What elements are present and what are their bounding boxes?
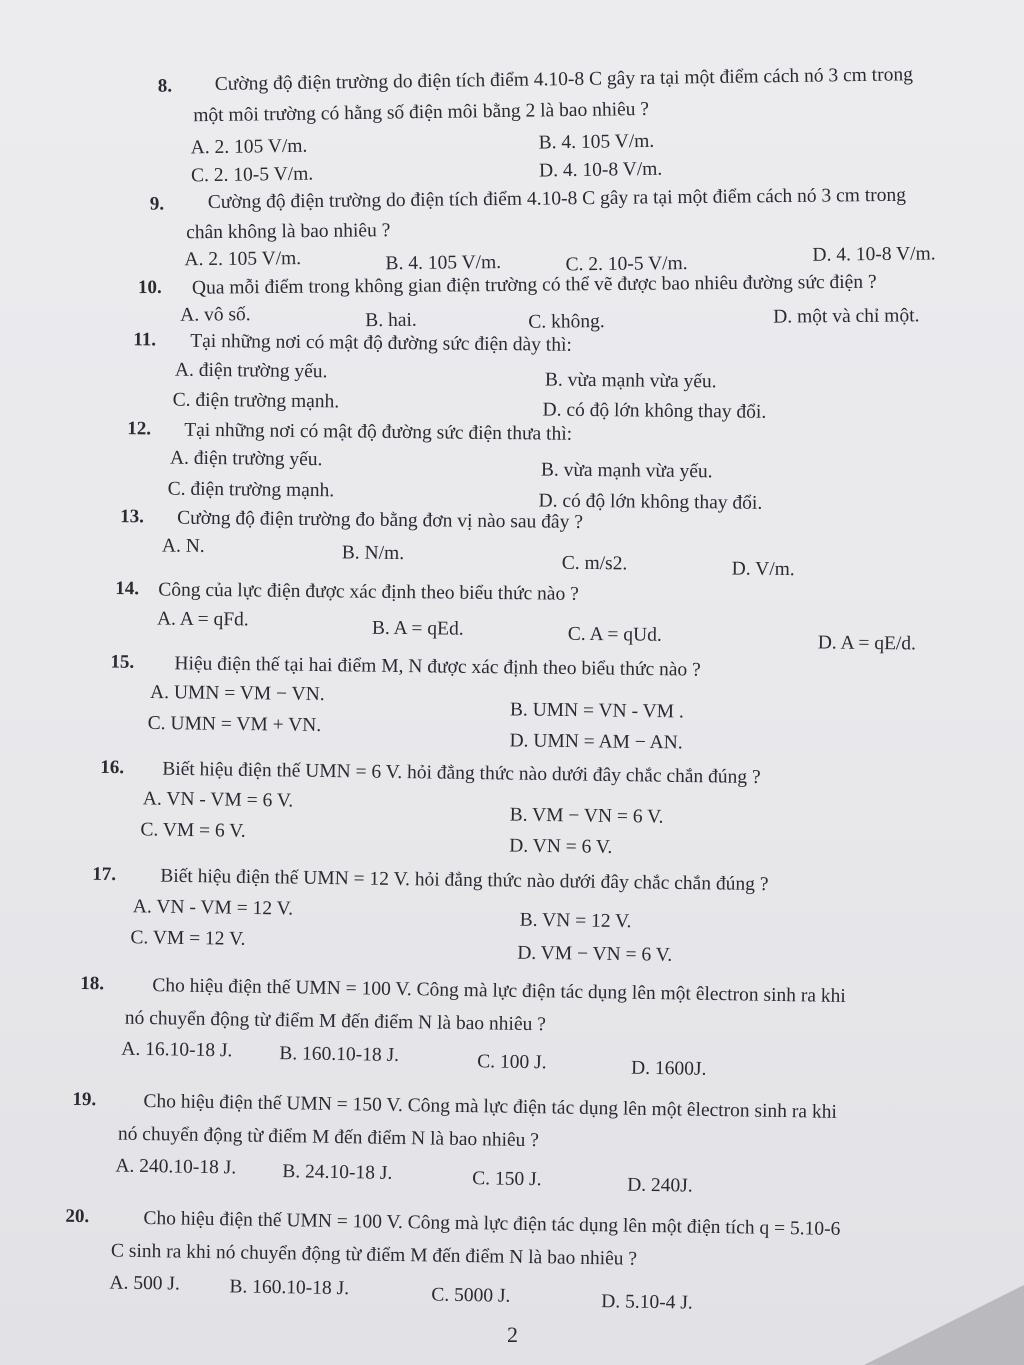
option-d: D. 4. 10-8 V/m. [538, 158, 663, 182]
question-stem-line1: Tại những nơi có mật độ đường sức điện thưa thì: [184, 419, 573, 445]
question-number: 15. [110, 651, 135, 673]
option-b: B. hai. [365, 309, 417, 332]
question-number: 16. [100, 756, 125, 779]
option-d: D. một và chỉ một. [773, 305, 920, 328]
question-number: 20. [65, 1205, 90, 1228]
question-stem-line1: Cho hiệu điện thế UMN = 150 V. Công mà lực điện tác dụng lên một êlectron sinh ra khi [143, 1090, 837, 1123]
option-d: D. có độ lớn không thay đổi. [542, 399, 767, 423]
option-c: C. 150 J. [472, 1168, 542, 1191]
option-a: A. VN - VM = 6 V. [142, 788, 294, 812]
option-a: A. 500 J. [109, 1272, 181, 1295]
option-c: C. 100 J. [477, 1051, 547, 1074]
option-b: B. 160.10-18 J. [229, 1276, 350, 1300]
question-stem-line2: nó chuyển động từ điểm M đến điểm N là bao nhiêu ? [117, 1123, 540, 1152]
question-stem-line2: nó chuyển động từ điểm M đến điểm N là bao nhiêu ? [124, 1007, 547, 1036]
question-number: 19. [72, 1088, 97, 1111]
option-c: C. không. [528, 311, 605, 333]
page-number: 2 [507, 1322, 518, 1347]
option-d: D. V/m. [731, 558, 795, 581]
option-b: B. VN = 12 V. [519, 909, 632, 933]
page-fold-shadow [864, 1285, 1024, 1365]
question-number: 8. [157, 75, 173, 97]
question-number: 9. [149, 193, 165, 215]
question-stem-line2: một môi trường có hằng số điện môi bằng 2 là bao nhiêu ? [193, 98, 650, 127]
question-stem-line1: Biết hiệu điện thế UMN = 12 V. hỏi đẳng thức nào dưới đây chắc chắn đúng ? [160, 865, 769, 896]
question-8 [0, 0, 1023, 187]
option-d: D. VN = 6 V. [509, 835, 613, 858]
option-b: B. UMN = VN - VM . [509, 699, 684, 723]
question-number: 14. [115, 578, 140, 600]
question-stem-line1: Biết hiệu điện thế UMN = 6 V. hỏi đẳng thức nào dưới đây chắc chắn đúng ? [162, 758, 761, 789]
option-a: A. điện trường yếu. [174, 359, 328, 383]
option-d: D. có độ lớn không thay đổi. [538, 490, 763, 514]
option-d: D. 4. 10-8 V/m. [812, 243, 936, 266]
option-b: B. 4. 105 V/m. [385, 251, 502, 275]
option-a: A. UMN = VM − VN. [149, 681, 325, 706]
question-stem-line1: Cường độ điện trường do điện tích điểm 4.10-8 C gây ra tại một điểm cách nó 3 cm trong [207, 184, 907, 214]
option-c: C. UMN = VM + VN. [147, 712, 322, 737]
question-stem-line2: chân không là bao nhiêu ? [186, 220, 391, 244]
option-b: B. 4. 105 V/m. [538, 130, 655, 154]
option-c: C. VM = 6 V. [140, 819, 246, 842]
question-stem-line2: C sinh ra khi nó chuyển động từ điểm M đến điểm N là bao nhiêu ? [110, 1240, 638, 1270]
question-stem-line1: Hiệu điện thế tại hai điểm M, N được xác định theo biểu thức nào ? [174, 653, 701, 681]
option-c: C. điện trường mạnh. [172, 389, 340, 413]
option-b: B. A = qEd. [371, 617, 464, 640]
option-b: B. vừa mạnh vừa yếu. [544, 369, 717, 393]
option-d: D. A = qE/d. [817, 632, 917, 655]
option-a: A. N. [161, 535, 205, 557]
question-stem-line1: Công của lực điện được xác định theo biểu thức nào ? [158, 579, 579, 605]
option-d: D. 5.10-4 J. [601, 1291, 693, 1314]
option-a: A. VN - VM = 12 V. [132, 896, 294, 920]
option-b: B. VM − VN = 6 V. [509, 804, 664, 828]
option-b: B. N/m. [341, 542, 405, 565]
option-a: A. vô số. [180, 304, 251, 326]
question-stem-line1: Qua mỗi điểm trong không gian điện trường có thể vẽ được bao nhiêu đường sức điện ? [191, 271, 877, 299]
option-b: B. 24.10-18 J. [282, 1161, 393, 1184]
option-a: A. A = qFd. [156, 608, 249, 631]
option-c: C. m/s2. [561, 552, 628, 575]
option-d: D. 240J. [626, 1174, 693, 1197]
option-b: B. vừa mạnh vừa yếu. [540, 459, 713, 483]
question-stem-line1: Cho hiệu điện thế UMN = 100 V. Công mà lực điện tác dụng lên một êlectron sinh ra khi [152, 975, 846, 1007]
option-a: A. 240.10-18 J. [115, 1155, 237, 1179]
option-b: B. 160.10-18 J. [279, 1043, 400, 1066]
option-c: C. A = qUd. [567, 623, 662, 646]
question-stem-line1: Cường độ điện trường do điện tích điểm 4.10-8 C gây ra tại một điểm cách nó 3 cm trong [214, 64, 914, 95]
option-c: C. 2. 10-5 V/m. [565, 253, 688, 276]
option-c: C. điện trường mạnh. [167, 478, 335, 502]
question-stem-line1: Tại những nơi có mật độ đường sức điện dày thì: [190, 330, 572, 356]
option-c: C. 5000 J. [431, 1284, 511, 1307]
option-a: A. 16.10-18 J. [121, 1038, 233, 1062]
question-stem-line1: Cho hiệu điện thế UMN = 100 V. Công mà lực điện tác dụng lên một điện tích q = 5.10-6 [143, 1207, 841, 1240]
option-d: D. UMN = AM − AN. [509, 730, 683, 754]
question-number: 12. [127, 418, 152, 440]
option-c: C. VM = 12 V. [130, 927, 246, 950]
question-number: 13. [120, 506, 145, 528]
question-number: 18. [80, 972, 105, 995]
option-d: D. VM − VN = 6 V. [517, 942, 673, 966]
option-a: A. 2. 105 V/m. [190, 135, 308, 159]
question-number: 11. [133, 329, 157, 351]
option-d: D. 1600J. [630, 1057, 707, 1080]
option-a: A. 2. 105 V/m. [184, 248, 302, 271]
question-stem-line1: Cường độ điện trường đo bằng đơn vị nào sau đây ? [177, 507, 584, 533]
option-c: C. 2. 10-5 V/m. [190, 163, 314, 187]
question-number: 10. [137, 276, 162, 299]
option-a: A. điện trường yếu. [169, 447, 323, 471]
question-number: 17. [92, 863, 117, 886]
